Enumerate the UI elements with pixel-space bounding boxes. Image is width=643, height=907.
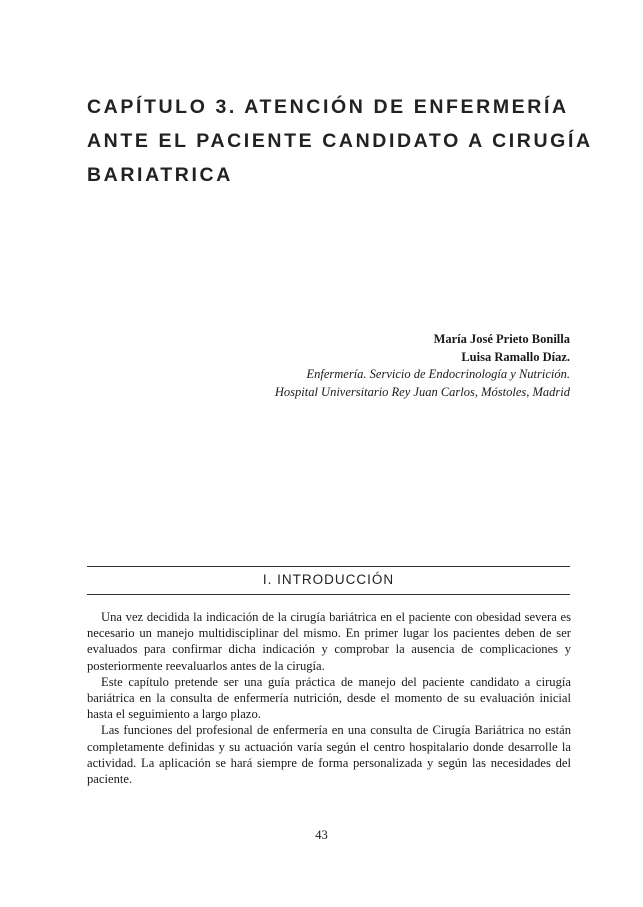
author-block bbox=[275, 331, 570, 401]
body-paragraph: Una vez decidida la indicación de la cirugía bariátrica en el paciente con obesidad severa es necesario un manejo multidisciplinar del mismo. En primer lugar los pacientes deben de ser evaluados para confirmar dicha indicación y comprobar la ausencia de complicaciones y posteriormente reevaluarlos antes de la cirugía. bbox=[87, 610, 571, 673]
author-affiliation: Enfermería. Servicio de Endocrinología y Nutrición. bbox=[306, 367, 570, 381]
chapter-title-line: ANTE EL PACIENTE CANDIDATO A CIRUGÍA bbox=[87, 130, 593, 152]
section-heading: I. INTRODUCCIÓN bbox=[262, 572, 395, 587]
section-divider-bottom bbox=[87, 594, 570, 595]
chapter-title-line: BARIATRICA bbox=[87, 164, 233, 186]
author-name: María José Prieto Bonilla bbox=[433, 332, 570, 346]
body-text bbox=[87, 609, 571, 787]
chapter-title-line: CAPÍTULO 3. ATENCIÓN DE ENFERMERÍA bbox=[87, 96, 569, 118]
body-paragraph: Este capítulo pretende ser una guía práctica de manejo del paciente candidato a cirugía bariátrica en la consulta de enfermería nutrición, desde el momento de su evaluación inicial hasta el seguimiento a largo plazo. bbox=[87, 674, 571, 722]
author-name: Luisa Ramallo Díaz. bbox=[461, 349, 570, 364]
page-number: 43 bbox=[315, 828, 328, 842]
chapter-title bbox=[87, 90, 593, 192]
author-affiliation: Hospital Universitario Rey Juan Carlos, Móstoles, Madrid bbox=[274, 384, 570, 399]
section-divider-top bbox=[87, 566, 570, 567]
body-paragraph: Las funciones del profesional de enfermería en una consulta de Cirugía Bariátrica no están completamente definidas y su actuación varía según el centro hospitalario donde desarrolle la actividad. La aplicación se hará siempre de forma personalizada y según las necesidades del paciente. bbox=[87, 723, 571, 787]
